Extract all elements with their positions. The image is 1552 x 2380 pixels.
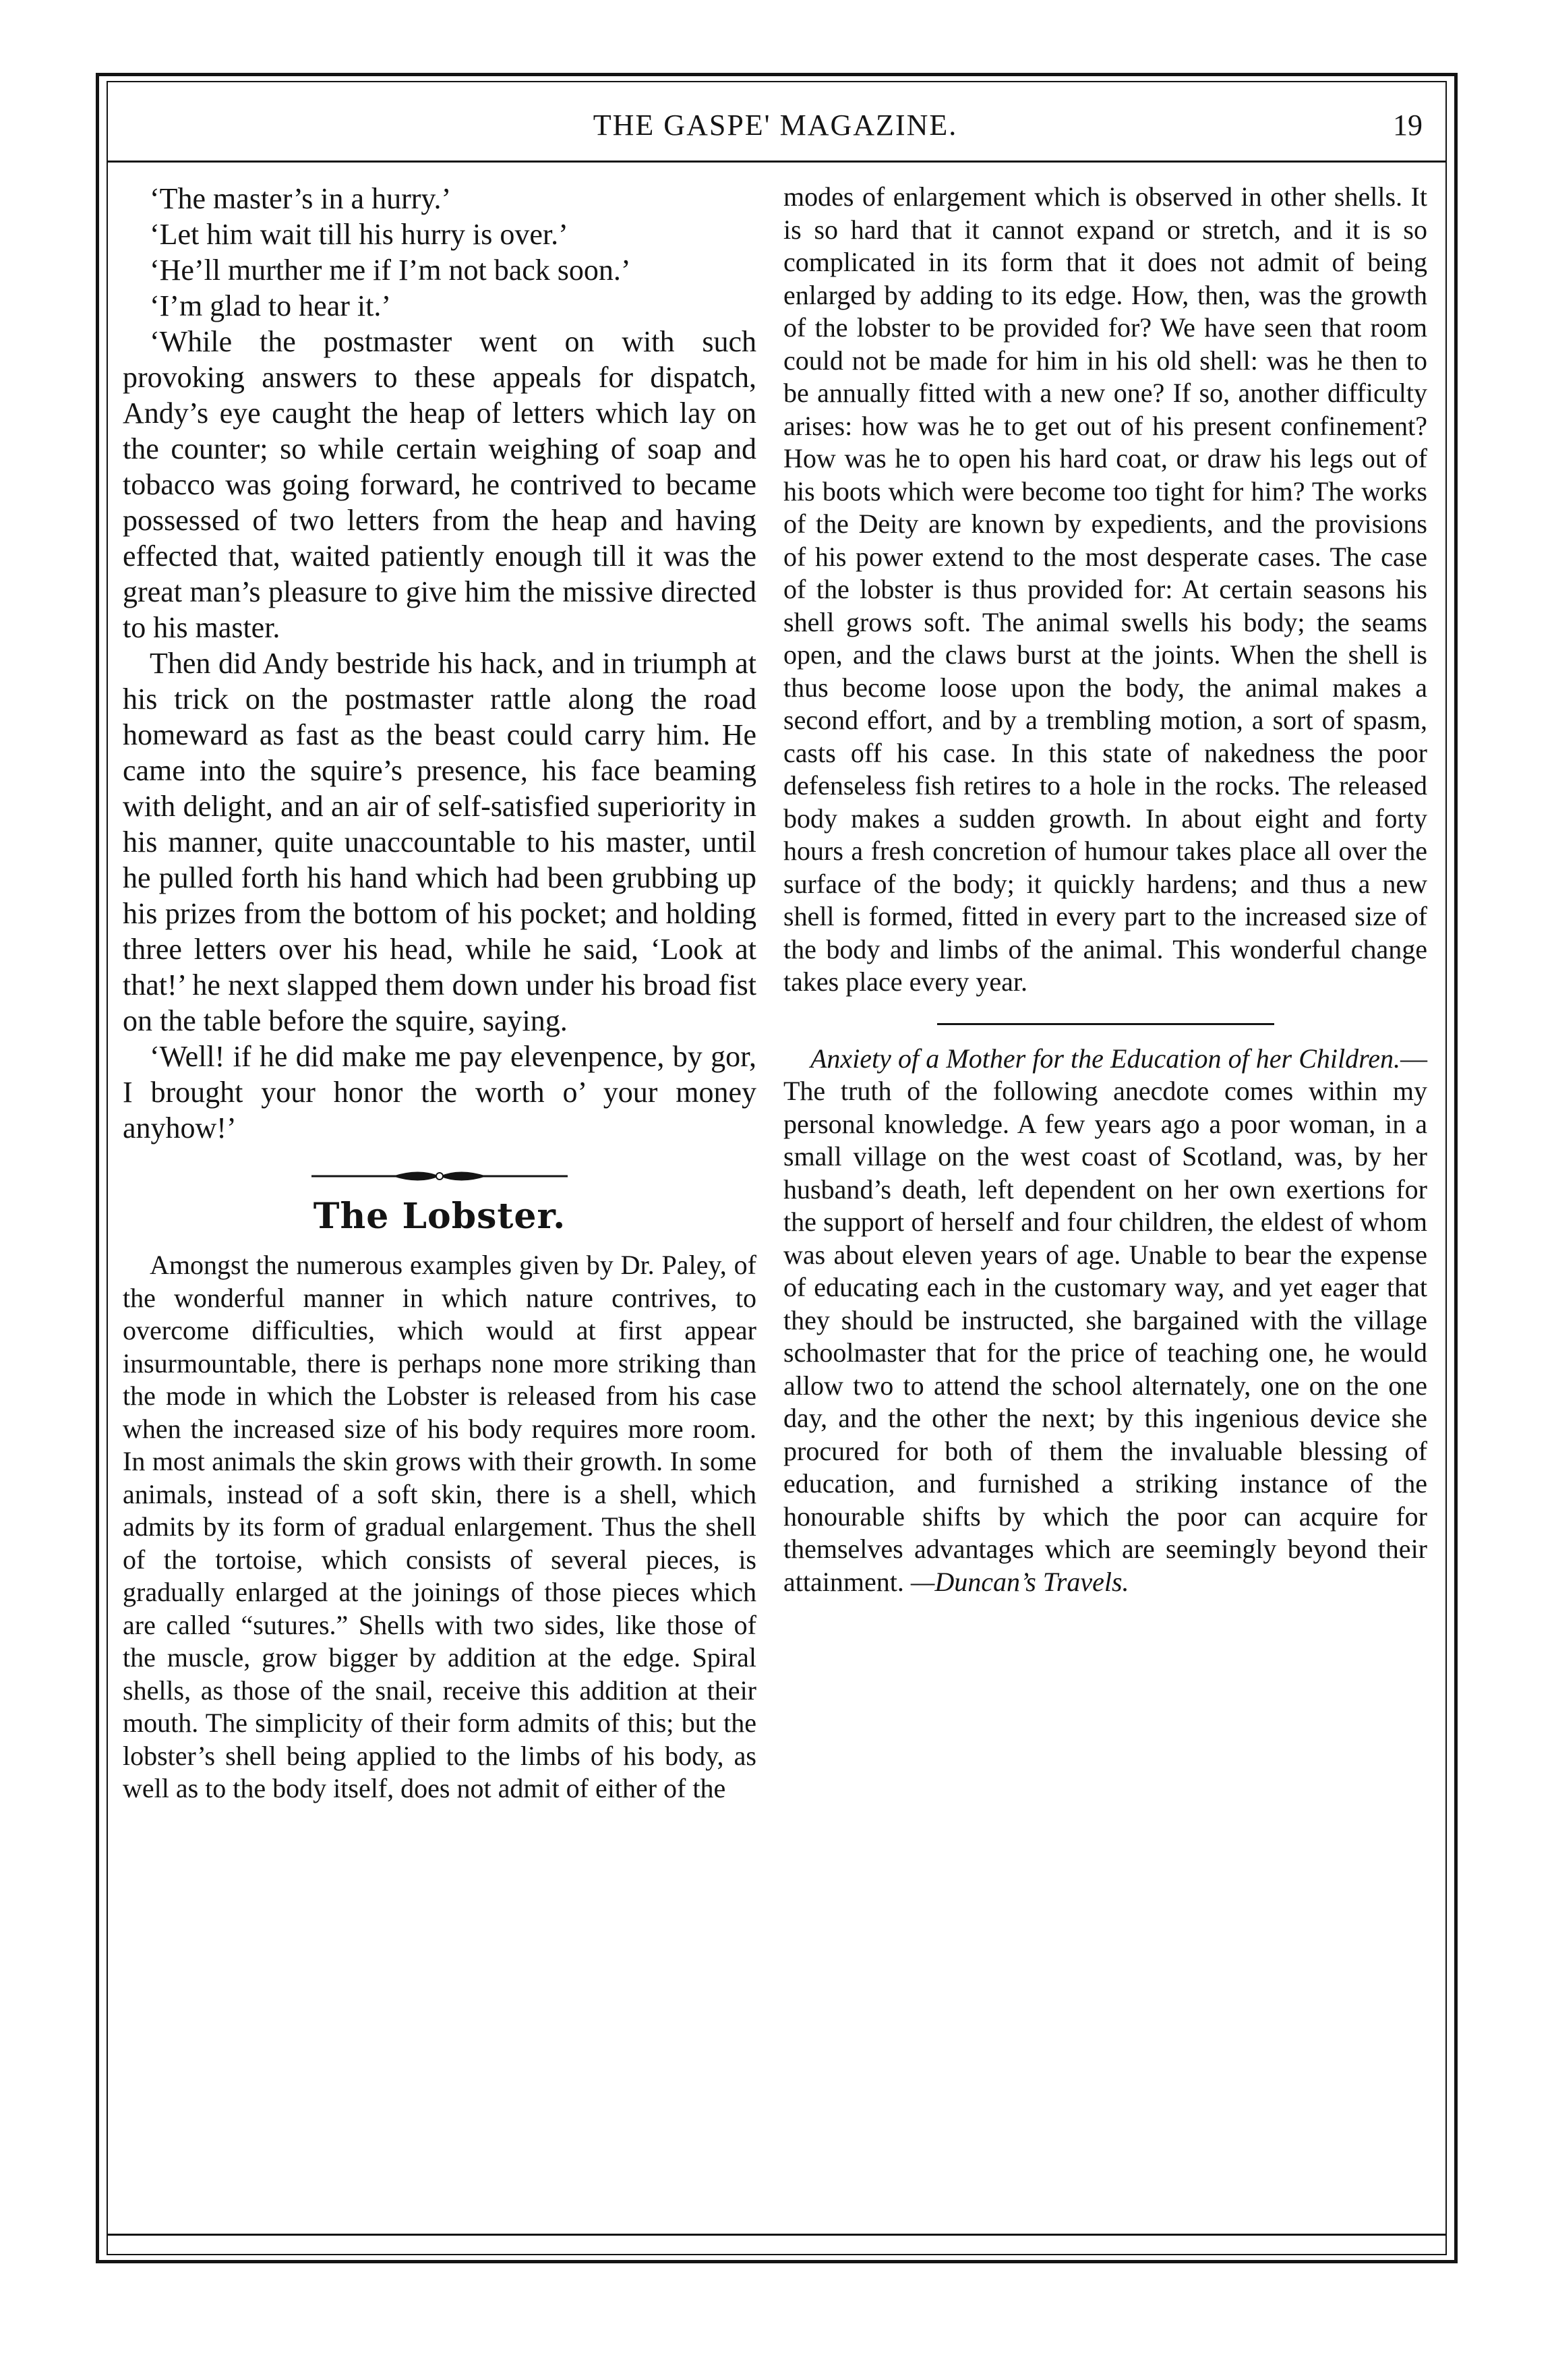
ornament-divider-icon <box>311 1166 568 1186</box>
anecdote-body: —The truth of the following anecdote comes within my personal knowledge. A few years ago a poor woman, in a small village on the west coast of Scotland, was, by her husband’s death, left dependent on her own exertions for the support of herself and four children, the eldest of whom was about eleven years of age. Unable to bear the expense of educating each in the customary way, and yet eager that they should be instructed, she bargained with the village schoolmaster that for the price of teaching one, he would allow two to attend the school alternately, one on the one day, and the other the next; by this ingenious device she procured for both of them the invaluable blessing of education, and furnished a striking instance of the honourable shifts by which the poor can acquire for themselves advantages which are seemingly beyond their attainment. <box>783 1043 1427 1597</box>
dialogue-line: ‘Let him wait till his hurry is over.’ <box>150 218 568 251</box>
article-continuation <box>783 181 1427 999</box>
story-paragraph: ‘While the postmaster went on with such provoking answers to these appeals for dispatch, Andy’s eye caught the heap of letters which lay on the counter; so while certain weighing of soap and tobacco was going forward, he contrived to became possessed of two letters from the heap and having effected that, waited patiently enough till it was the great man’s pleasure to give him the missive directed to his master. <box>123 325 756 644</box>
anecdote-paragraph <box>783 1043 1427 1599</box>
dialogue-line: ‘He’ll murther me if I’m not back soon.’ <box>150 254 631 287</box>
story-paragraph: ‘Well! if he did make me pay elevenpence, by gor, I brought your honor the worth o’ your money anyhow!’ <box>123 1040 756 1144</box>
anecdote-title: Anxiety of a Mother for the Education of her Children. <box>810 1043 1400 1074</box>
page-number: 19 <box>1393 109 1423 142</box>
header-rule <box>108 161 1445 163</box>
right-column <box>783 181 1427 1598</box>
story-continuation <box>123 181 756 1146</box>
section-rule <box>937 1023 1274 1025</box>
magazine-title: THE GASPE' MAGAZINE. <box>593 109 958 142</box>
article-heading: The Lobster. <box>313 1196 566 1237</box>
left-column <box>123 181 756 1805</box>
dialogue-line: ‘I’m glad to hear it.’ <box>150 289 391 322</box>
story-paragraph: Then did Andy bestride his hack, and in triumph at his trick on the postmaster rattle along the road homeward as fast as the beast could carry him. He came into the squire’s presence, his face beaming with delight, and an air of self-satisfied superiority in his manner, quite unaccountable to his master, until he pulled forth his hand which had been grubbing up his prizes from the bottom of his pocket; and holding three letters over his head, while he said, ‘Look at that!’ he next slapped them down under his broad fist on the table before the squire, saying. <box>123 647 756 1037</box>
anecdote-source: —Duncan’s Travels. <box>910 1566 1129 1597</box>
article-body-continued: modes of enlargement which is observed in other shells. It is so hard that it cannot expand or stretch, and it is so complicated in its form that it does not admit of being enlarged by adding to its edge. How, then, was the growth of the lobster to be provided for? We have seen that room could not be made for him in his old shell: was he then to be annually fitted with a new one? If so, another difficulty arises: how was he to get out of his present confinement? How was he to open his hard coat, or draw his legs out of his boots which were become too tight for him? The works of the Deity are known by expedients, and the provisions of his power extend to the most desperate cases. The case of the lobster is thus provided for: At certain seasons his shell grows soft. The animal swells his body; the seams open, and the claws burst at the joints. When the shell is thus become loose upon the body, the animal makes a second effort, and by a trembling motion, a sort of spasm, casts off his case. In this state of nakedness the poor defenseless fish retires to a hole in the rocks. The released body makes a sudden growth. In about eight and forty hours a fresh concretion of humour takes place all over the surface of the body; it quickly hardens; and thus a new shell is formed, fitted in every part to the increased size of the body and limbs of the animal. This wonderful change takes place every year. <box>783 181 1427 997</box>
dialogue-line: ‘The master’s in a hurry.’ <box>150 182 452 215</box>
footer-rule <box>108 2234 1445 2236</box>
running-header <box>121 108 1429 155</box>
article-body: Amongst the numerous examples given by Dr. Paley, of the wonderful manner in which nature contrives, to overcome difficulties, which would at first appear insurmountable, there is perhaps none more striking than the mode in which the Lobster is released from his case when the increased size of his body requires more room. In most animals the skin grows with their growth. In some animals, instead of a soft skin, there is a shell, which admits by its form of gradual enlargement. Thus the shell of the tortoise, which consists of several pieces, is gradually enlarged at the joinings of those pieces which are called “sutures.” Shells with two sides, like those of the muscle, grow bigger by addition at the edge. Spiral shells, as those of the snail, receive this addition at their mouth. The simplicity of their form admits of this; but the lobster’s shell being applied to the limbs of his body, as well as to the body itself, does not admit of either of the <box>123 1250 756 1803</box>
